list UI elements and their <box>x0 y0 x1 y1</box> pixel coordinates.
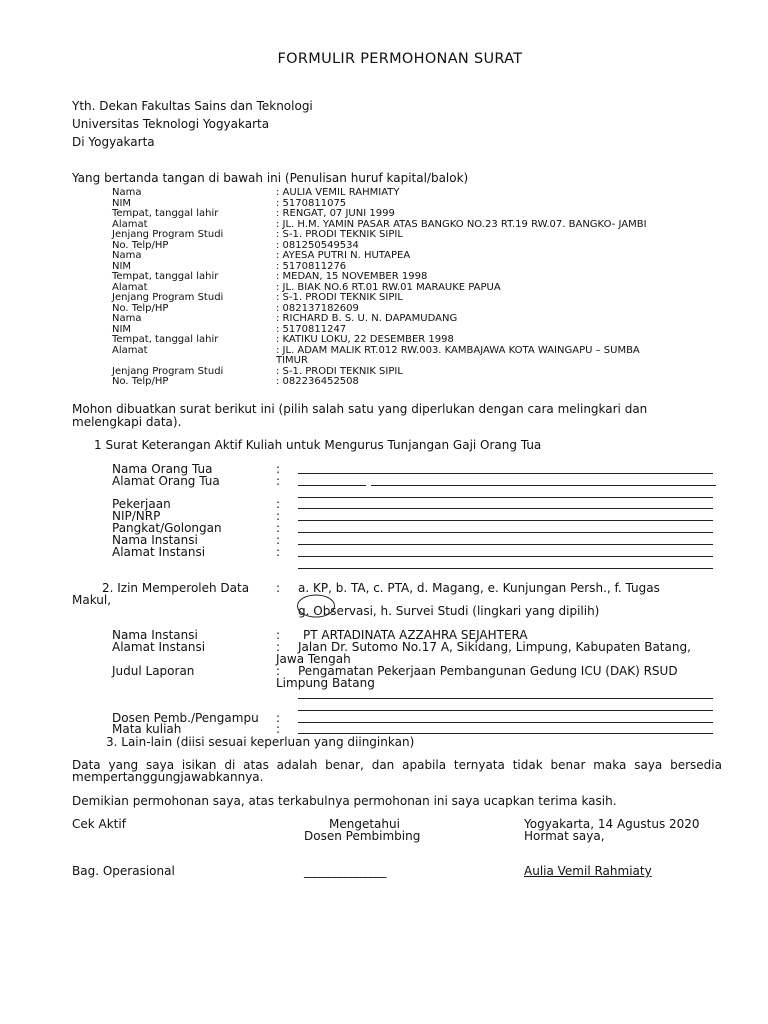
applicant-1-name-label: Nama <box>112 187 142 198</box>
s1-nip-blank[interactable] <box>298 520 713 521</box>
s2-institution-address-label: Alamat Instansi <box>112 640 206 654</box>
s1-colon: : <box>276 509 281 523</box>
request-text-line-1: Mohon dibuatkan surat berikut ini (pilih salah satu yang diperlukan dengan cara melingkari dan <box>72 402 648 416</box>
s1-rank-label: Pangkat/Golongan <box>112 521 222 535</box>
s1-colon: : <box>276 533 281 547</box>
s2-options-line-1: a. KP, b. TA, c. PTA, d. Magang, e. Kunjungan Persh., f. Tugas <box>298 581 660 595</box>
s2-institution-value: PT ARTADINATA AZZAHRA SEJAHTERA <box>303 628 528 642</box>
s1-occupation-label: Pekerjaan <box>112 497 171 511</box>
s2-course-blank[interactable] <box>298 733 713 734</box>
s2-colon: : <box>276 664 281 678</box>
s1-institution-address-blank[interactable] <box>298 556 713 557</box>
recipient-line-1: Yth. Dekan Fakultas Sains dan Teknologi <box>72 99 313 113</box>
applicant-3-name-value: : RICHARD B. S. U. N. DAPAMUDANG <box>276 313 458 324</box>
applicant-1-nim-value: : 5170811075 <box>276 197 347 209</box>
cek-aktif-label: Cek Aktif <box>72 817 126 831</box>
selection-circle-icon <box>296 593 336 619</box>
applicant-2-name-value: : AYESA PUTRI N. HUTAPEA <box>276 250 411 261</box>
mengetahui-label: Mengetahui <box>329 817 400 831</box>
applicant-3-nim-value: : 5170811247 <box>276 323 347 335</box>
applicant-2-address-label: Alamat <box>112 281 148 293</box>
request-text-line-2: melengkapi data). <box>72 415 182 429</box>
applicant-3-name-label: Nama <box>112 313 142 324</box>
page-title: FORMULIR PERMOHONAN SURAT <box>277 51 523 67</box>
closing-text: Demikian permohonan saya, atas terkabulnya permohonan ini saya ucapkan terima kasih. <box>72 794 617 808</box>
s1-parent-address-blank[interactable] <box>298 485 366 486</box>
s2-institution-label: Nama Instansi <box>112 628 198 642</box>
applicant-1-phone-value: : 081250549534 <box>276 239 359 251</box>
s1-occupation-blank[interactable] <box>298 508 713 509</box>
s1-colon: : <box>276 521 281 535</box>
s2-report-blank-1[interactable] <box>298 698 713 699</box>
s2-lecturer-blank[interactable] <box>298 722 713 723</box>
applicant-3-nim-label: NIM <box>112 323 132 335</box>
s2-report-title-continued: Limpung Batang <box>276 676 375 690</box>
s2-colon: : <box>276 640 281 654</box>
s1-rank-blank[interactable] <box>298 532 713 533</box>
applicant-3-address-label: Alamat <box>112 344 148 356</box>
applicant-3-phone-label: No. Telp/HP <box>112 376 169 387</box>
intro-text: Yang bertanda tangan di bawah ini (Penulisan huruf kapital/balok) <box>72 171 469 185</box>
applicant-2-phone-value: : 082137182609 <box>276 302 359 314</box>
applicant-2-nim-value: : 5170811276 <box>276 260 347 272</box>
s2-makul: Makul, <box>72 593 112 607</box>
applicant-2-birth-label: Tempat, tanggal lahir <box>112 271 219 282</box>
bag-operasional-label: Bag. Operasional <box>72 864 175 878</box>
s2-colon: : <box>276 628 281 642</box>
s1-parent-address-blank-2[interactable] <box>371 485 716 486</box>
applicant-1-name-value: : AULIA VEMIL RAHMIATY <box>276 187 400 198</box>
applicant-2-program-value: : S-1. PRODI TEKNIK SIPIL <box>276 292 403 303</box>
applicant-2-birth-value: : MEDAN, 15 NOVEMBER 1998 <box>276 271 428 282</box>
s1-parent-name-label: Nama Orang Tua <box>112 462 213 476</box>
s2-colon: : <box>276 722 281 736</box>
applicant-3-program-value: : S-1. PRODI TEKNIK SIPIL <box>276 365 403 377</box>
applicant-1-program-label: Jenjang Program Studi <box>112 229 224 240</box>
s1-colon: : <box>276 462 281 476</box>
s2-course-label: Mata kuliah <box>112 722 182 736</box>
applicant-3-birth-value: : KATIKU LOKU, 22 DESEMBER 1998 <box>276 334 454 345</box>
applicant-3-phone-value: : 082236452508 <box>276 376 359 387</box>
s1-institution-address-blank-2[interactable] <box>298 568 713 569</box>
place-date: Yogyakarta, 14 Agustus 2020 <box>524 817 700 831</box>
applicant-1-phone-label: No. Telp/HP <box>112 239 169 251</box>
s1-parent-name-blank[interactable] <box>298 473 713 474</box>
section-3-title: 3. Lain-lain (diisi sesuai keperluan yang diinginkan) <box>106 735 415 749</box>
s1-institution-label: Nama Instansi <box>112 533 198 547</box>
s1-parent-address-label: Alamat Orang Tua <box>112 474 220 488</box>
s2-institution-address-continued: Jawa Tengah <box>276 652 351 666</box>
s1-parent-address-blank-3[interactable] <box>298 497 713 498</box>
s2-colon: : <box>276 581 281 595</box>
section-2-title: 2. Izin Memperoleh Data <box>102 581 250 595</box>
applicant-2-address-value: : JL. BIAK NO.6 RT.01 RW.01 MARAUKE PAPUA <box>276 281 501 293</box>
applicant-3-program-label: Jenjang Program Studi <box>112 365 224 377</box>
s1-colon: : <box>276 497 281 511</box>
statement-line-2: mempertanggungjawabkannya. <box>72 770 264 784</box>
recipient-line-3: Di Yogyakarta <box>72 135 155 149</box>
s2-options-line-2: g. Observasi, h. Survei Studi (lingkari yang dipilih) <box>298 604 600 618</box>
applicant-2-phone-label: No. Telp/HP <box>112 302 169 314</box>
applicant-2-name-label: Nama <box>112 250 142 261</box>
regards-text: Hormat saya, <box>524 829 605 843</box>
applicant-2-program-label: Jenjang Program Studi <box>112 292 224 303</box>
applicant-3-birth-label: Tempat, tanggal lahir <box>112 334 219 345</box>
dosen-pembimbing-label: Dosen Pembimbing <box>304 829 421 843</box>
dosen-signature-blank[interactable]: ________________ <box>304 864 386 878</box>
applicant-3-address-value: : JL. ADAM MALIK RT.012 RW.003. KAMBAJAWA KOTA WAINGAPU – SUMBA <box>276 344 640 356</box>
applicant-1-birth-label: Tempat, tanggal lahir <box>112 208 219 219</box>
applicant-1-birth-value: : RENGAT, 07 JUNI 1999 <box>276 208 395 219</box>
s2-report-blank-2[interactable] <box>298 710 713 711</box>
applicant-2-nim-label: NIM <box>112 260 132 272</box>
applicant-1-nim-label: NIM <box>112 197 132 209</box>
s2-report-title-label: Judul Laporan <box>112 664 195 678</box>
recipient-line-2: Universitas Teknologi Yogyakarta <box>72 117 270 131</box>
applicant-1-program-value: : S-1. PRODI TEKNIK SIPIL <box>276 229 403 240</box>
s2-lecturer-label: Dosen Pemb./Pengampu <box>112 711 259 725</box>
s2-report-title-value: Pengamatan Pekerjaan Pembangunan Gedung ICU (DAK) RSUD <box>298 664 678 678</box>
s1-colon: : <box>276 474 281 488</box>
statement-line-1: Data yang saya isikan di atas adalah benar, dan apabila ternyata tidak benar maka saya bersedia <box>72 758 722 772</box>
section-1-title: 1 Surat Keterangan Aktif Kuliah untuk Mengurus Tunjangan Gaji Orang Tua <box>94 438 542 452</box>
s1-nip-label: NIP/NRP <box>112 509 161 523</box>
applicant-1-address-label: Alamat <box>112 218 148 230</box>
signer-name: Aulia Vemil Rahmiaty <box>524 864 652 878</box>
s2-colon: : <box>276 711 281 725</box>
s2-institution-address-value: Jalan Dr. Sutomo No.17 A, Sikidang, Limpung, Kabupaten Batang, <box>298 640 691 654</box>
s1-institution-blank[interactable] <box>298 544 713 545</box>
s1-institution-address-label: Alamat Instansi <box>112 545 206 559</box>
s1-colon: : <box>276 545 281 559</box>
applicant-1-address-value: : JL. H.M. YAMIN PASAR ATAS BANGKO NO.23 RT.19 RW.07. BANGKO- JAMBI <box>276 218 647 230</box>
applicant-3-address-continued: TIMUR <box>276 355 308 366</box>
